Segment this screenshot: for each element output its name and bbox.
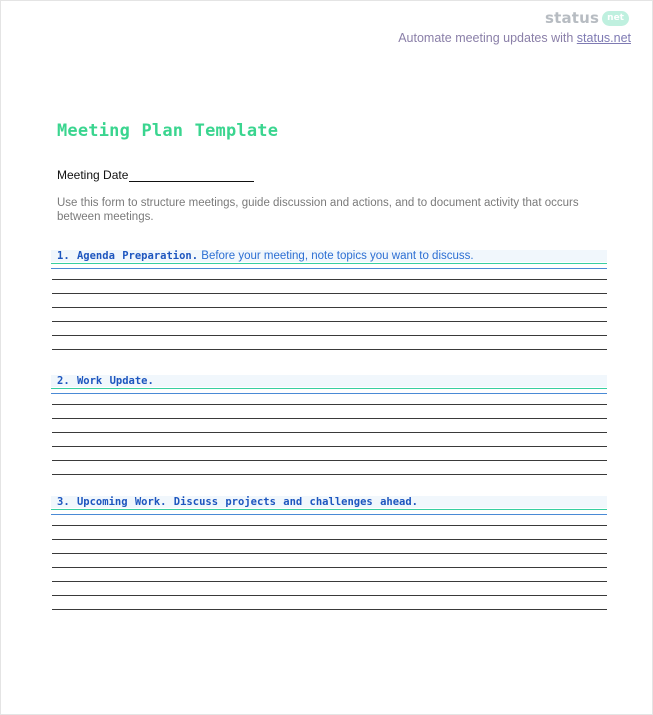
tagline-link[interactable]: status.net — [576, 31, 631, 45]
section-heading — [51, 375, 607, 387]
section-upcoming-work — [51, 496, 607, 610]
writing-lines[interactable] — [51, 515, 607, 610]
writing-line[interactable] — [52, 526, 607, 540]
section-work-update — [51, 375, 607, 475]
section-title: 3. Upcoming Work. — [57, 496, 167, 508]
meeting-date-label: Meeting Date — [57, 168, 129, 182]
brand-word: status — [544, 9, 600, 27]
writing-line[interactable] — [52, 294, 607, 308]
page-title: Meeting Plan Template — [57, 121, 279, 141]
tagline — [398, 31, 631, 45]
writing-line[interactable] — [52, 308, 607, 322]
writing-line[interactable] — [52, 322, 607, 336]
section-description: Before your meeting, note topics you want to discuss. — [198, 250, 474, 262]
writing-line[interactable] — [52, 554, 607, 568]
writing-line[interactable] — [52, 461, 607, 475]
meeting-date-blank[interactable] — [129, 169, 254, 182]
section-agenda-preparation — [51, 250, 607, 350]
writing-line[interactable] — [52, 269, 607, 280]
section-title: 2. Work Update. — [57, 375, 154, 387]
writing-line[interactable] — [52, 419, 607, 433]
writing-lines[interactable] — [51, 394, 607, 475]
section-title: 1. Agenda Preparation. — [57, 250, 199, 262]
section-heading — [51, 250, 607, 262]
brand-pill: net — [602, 11, 629, 26]
writing-line[interactable] — [52, 394, 607, 405]
brand-logo[interactable] — [545, 9, 629, 27]
tagline-text: Automate meeting updates with — [398, 31, 577, 45]
writing-line[interactable] — [52, 433, 607, 447]
writing-line[interactable] — [52, 568, 607, 582]
writing-line[interactable] — [52, 540, 607, 554]
writing-line[interactable] — [52, 582, 607, 596]
intro-text: Use this form to structure meetings, guide discussion and actions, and to document activity that occurs between meetings. — [57, 197, 579, 223]
writing-line[interactable] — [52, 280, 607, 294]
writing-lines[interactable] — [51, 269, 607, 350]
writing-line[interactable] — [52, 447, 607, 461]
section-heading — [51, 496, 607, 508]
writing-line[interactable] — [52, 596, 607, 610]
writing-line[interactable] — [52, 336, 607, 350]
section-description: Discuss projects and challenges ahead. — [166, 496, 419, 508]
writing-line[interactable] — [52, 515, 607, 526]
writing-line[interactable] — [52, 405, 607, 419]
meeting-date-field[interactable] — [57, 168, 254, 182]
